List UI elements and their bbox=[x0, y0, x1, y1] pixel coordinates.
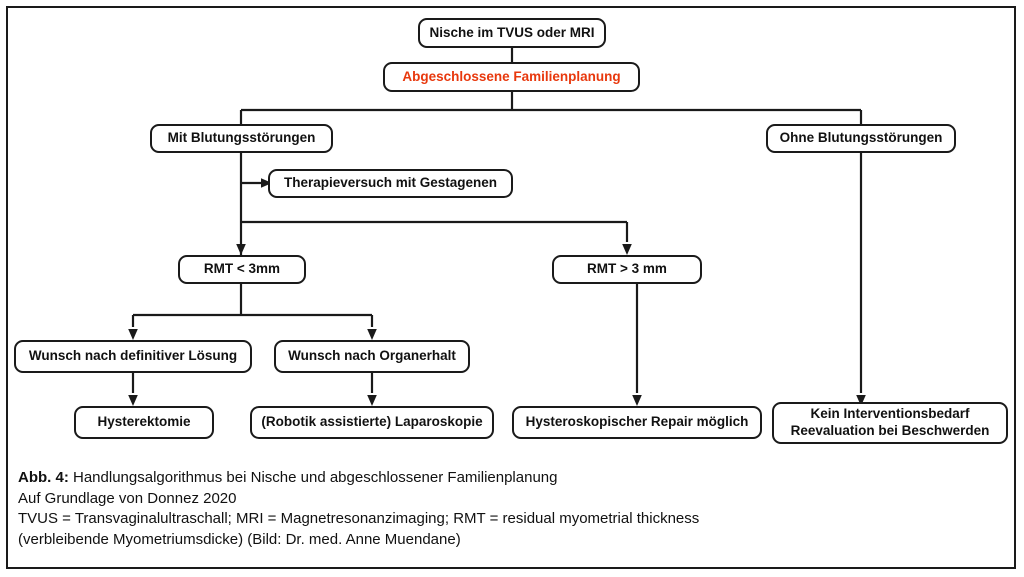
figure-caption bbox=[18, 468, 978, 551]
node-laparoscopy[interactable]: (Robotik assistierte) Laparoskopie bbox=[250, 406, 494, 439]
node-organ-preservation[interactable]: Wunsch nach Organerhalt bbox=[274, 340, 470, 373]
caption-line-1-text: Handlungsalgorithmus bei Nische und abgeschlossener Familienplanung bbox=[68, 469, 558, 486]
node-gestagen-trial[interactable]: Therapieversuch mit Gestagenen bbox=[268, 169, 513, 198]
node-hysterectomy[interactable]: Hysterektomie bbox=[74, 406, 214, 439]
caption-line-3: TVUS = Transvaginalultraschall; MRI = Magnetresonanzimaging; RMT = residual myometrial thickness bbox=[18, 510, 700, 528]
node-rmt-less-than-3mm[interactable]: RMT < 3mm bbox=[178, 255, 306, 284]
caption-line-4: (verbleibende Myometriumsdicke) (Bild: Dr. med. Anne Muendane) bbox=[18, 531, 461, 549]
node-without-bleeding[interactable]: Ohne Blutungsstörungen bbox=[766, 124, 956, 153]
node-hysteroscopic-repair[interactable]: Hysteroskopischer Repair möglich bbox=[512, 406, 762, 439]
node-with-bleeding[interactable]: Mit Blutungsstörungen bbox=[150, 124, 333, 153]
node-no-intervention[interactable] bbox=[772, 402, 1008, 444]
caption-label: Abb. 4: bbox=[18, 469, 69, 486]
node-root[interactable]: Nische im TVUS oder MRI bbox=[418, 18, 606, 48]
caption-line-2: Auf Grundlage von Donnez 2020 bbox=[18, 489, 237, 507]
node-rmt-greater-than-3mm[interactable]: RMT > 3 mm bbox=[552, 255, 702, 284]
node-no-intervention-line1: Kein Interventionsbedarf bbox=[810, 406, 970, 422]
node-no-intervention-line2: Reevaluation bei Beschwerden bbox=[790, 423, 990, 438]
caption-line-1 bbox=[18, 468, 978, 489]
node-definitive-solution[interactable]: Wunsch nach definitiver Lösung bbox=[14, 340, 252, 373]
node-family-planning[interactable]: Abgeschlossene Familienplanung bbox=[383, 62, 640, 92]
